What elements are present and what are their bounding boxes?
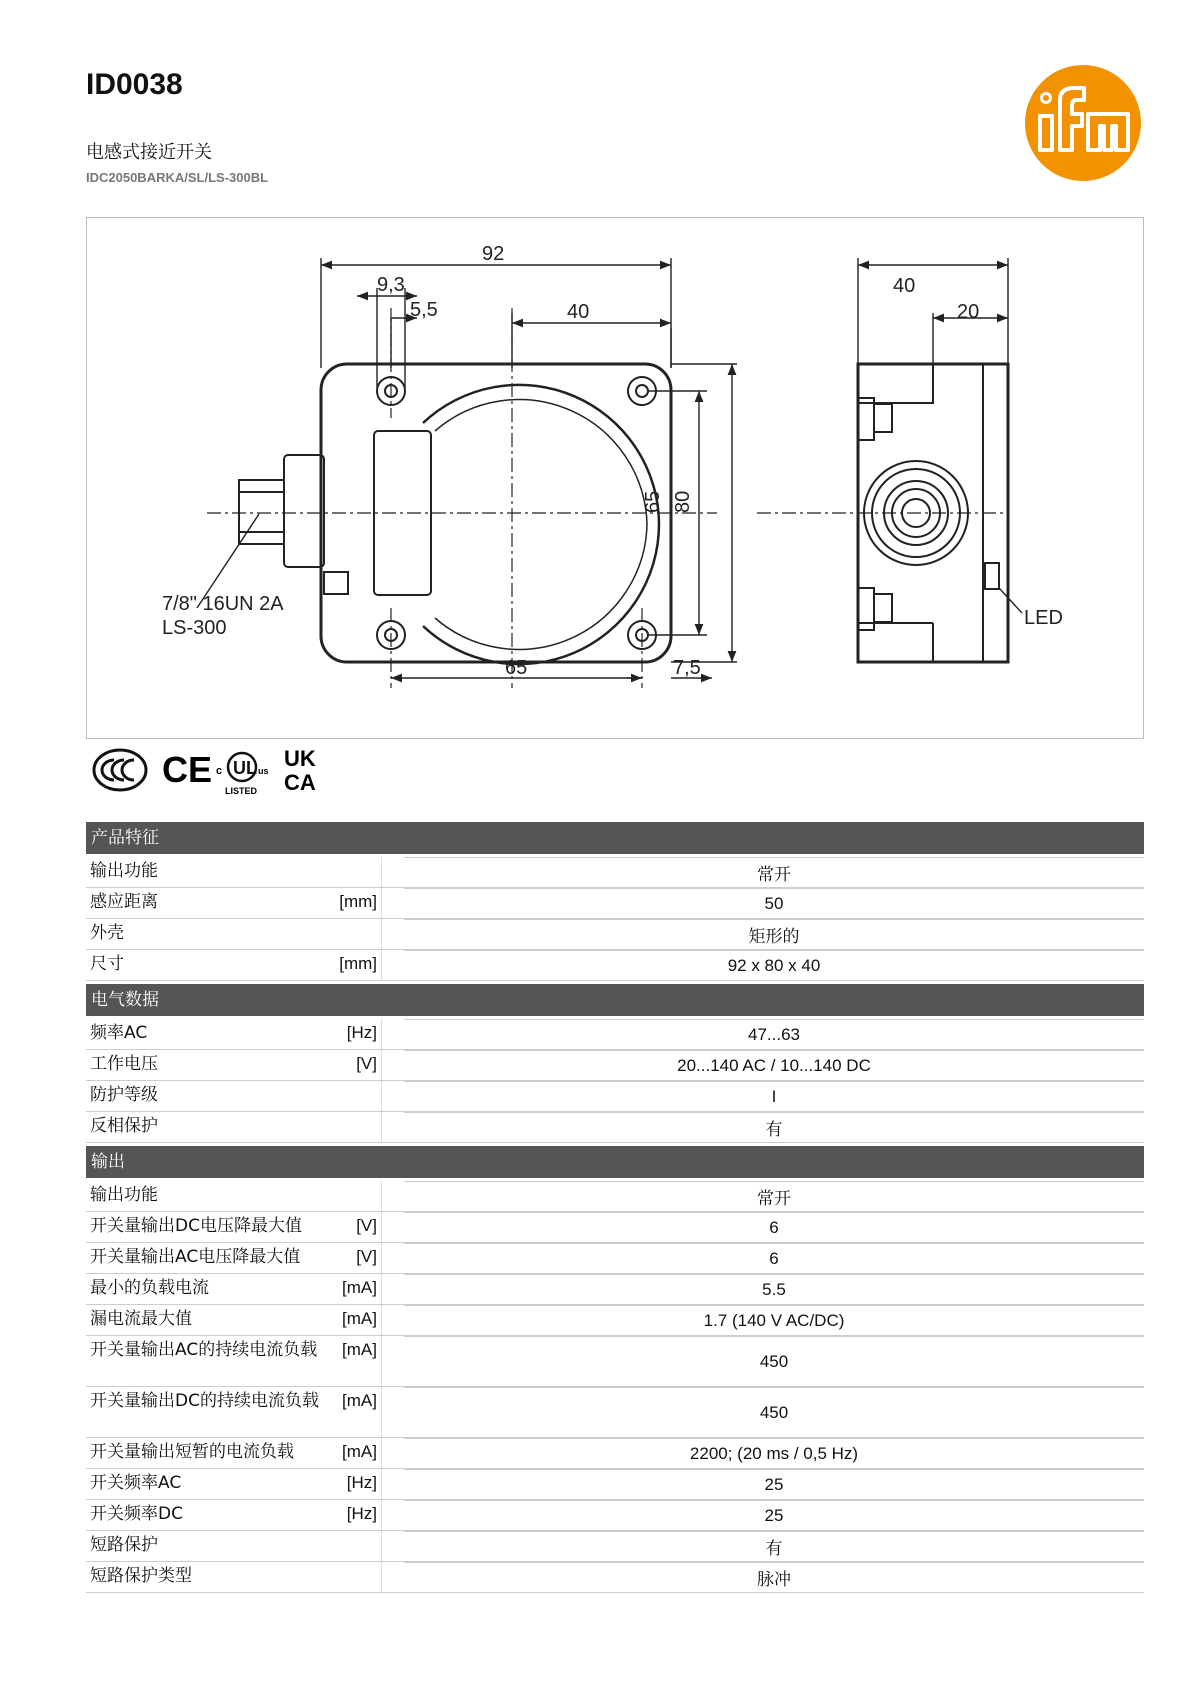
spec-label: 开关量输出DC的持续电流负载 [90, 1391, 319, 1411]
spec-row [86, 1305, 1144, 1336]
spec-unit: [mA] [342, 1340, 377, 1359]
spec-row [86, 919, 1144, 950]
spec-unit: [Hz] [346, 1473, 377, 1492]
dim-40-front: 40 [567, 301, 590, 323]
spec-unit: [V] [356, 1216, 377, 1235]
svg-text:UL: UL [233, 758, 257, 778]
page-title: ID0038 [86, 68, 183, 101]
spec-label: 短路保护类型 [90, 1566, 192, 1586]
spec-value: 有 [404, 1112, 1144, 1142]
spec-row [86, 1112, 1144, 1143]
product-code: IDC2050BARKA/SL/LS-300BL [86, 170, 269, 185]
spec-unit: [Hz] [346, 1504, 377, 1523]
spec-label: 工作电压 [90, 1054, 158, 1074]
spec-label: 开关量输出AC的持续电流负载 [90, 1340, 318, 1360]
spec-value: 5.5 [404, 1274, 1144, 1304]
ul-mark [216, 753, 269, 796]
spec-unit: [mm] [339, 954, 377, 973]
spec-label: 防护等级 [90, 1085, 158, 1105]
spec-value: 25 [404, 1500, 1144, 1530]
dim-65-horizontal: 65 [505, 657, 528, 679]
dim-80: 80 [672, 490, 694, 513]
spec-value: 有 [404, 1531, 1144, 1561]
ccc-mark [94, 750, 146, 790]
spec-label: 外壳 [90, 923, 124, 943]
spec-unit: [mm] [339, 892, 377, 911]
spec-unit: [mA] [342, 1278, 377, 1297]
spec-row [86, 1274, 1144, 1305]
spec-row [86, 1562, 1144, 1593]
spec-unit: [mA] [342, 1391, 377, 1410]
spec-value: 20...140 AC / 10...140 DC [404, 1050, 1144, 1080]
spec-label: 短路保护 [90, 1535, 158, 1555]
spec-row [86, 888, 1144, 919]
product-type: 电感式接近开关 [86, 142, 212, 163]
spec-value: 常开 [404, 857, 1144, 887]
spec-unit: [V] [356, 1247, 377, 1266]
spec-label: 尺寸 [90, 954, 124, 974]
spec-row [86, 1531, 1144, 1562]
dim-7-5: 7,5 [673, 657, 701, 679]
spec-label: 最小的负载电流 [90, 1278, 209, 1298]
spec-row [86, 857, 1144, 888]
spec-unit: [mA] [342, 1309, 377, 1328]
spec-value: 1.7 (140 V AC/DC) [404, 1305, 1144, 1335]
svg-text:c: c [216, 765, 223, 777]
spec-label: 输出功能 [90, 1185, 158, 1205]
ukca-mark-bottom: CA [284, 770, 316, 795]
spec-label: 输出功能 [90, 861, 158, 881]
ifm-logo [1024, 64, 1142, 182]
spec-value: 92 x 80 x 40 [404, 950, 1144, 980]
spec-row [86, 1081, 1144, 1112]
spec-label: 开关量输出短暂的电流负载 [90, 1442, 294, 1462]
spec-row [86, 1050, 1144, 1081]
spec-value: 450 [404, 1387, 1144, 1437]
thread-spec: 7/8" 16UN 2A [162, 593, 284, 615]
spec-row [86, 1336, 1144, 1387]
spec-value: 2200; (20 ms / 0,5 Hz) [404, 1438, 1144, 1468]
thread-code: LS-300 [162, 617, 227, 639]
section-header: 产品特征 [86, 822, 1144, 854]
spec-row [86, 1019, 1144, 1050]
spec-row [86, 1438, 1144, 1469]
spec-table [86, 822, 1144, 1596]
spec-value: I [404, 1081, 1144, 1111]
spec-label: 频率AC [90, 1023, 148, 1043]
svg-text:LISTED: LISTED [225, 786, 258, 796]
section-header: 电气数据 [86, 984, 1144, 1016]
spec-value: 矩形的 [404, 919, 1144, 949]
spec-row [86, 1500, 1144, 1531]
spec-value: 25 [404, 1469, 1144, 1499]
spec-label: 漏电流最大值 [90, 1309, 192, 1329]
svg-text:us: us [258, 766, 269, 776]
spec-unit: [V] [356, 1054, 377, 1073]
spec-row [86, 950, 1144, 981]
spec-row [86, 1387, 1144, 1438]
spec-value: 450 [404, 1336, 1144, 1386]
dim-5-5: 5,5 [410, 299, 438, 321]
spec-label: 开关量输出DC电压降最大值 [90, 1216, 302, 1236]
dimension-drawing [86, 217, 1144, 739]
dim-40-side: 40 [893, 275, 916, 297]
spec-label: 开关频率AC [90, 1473, 182, 1493]
ukca-mark-top: UK [284, 746, 316, 771]
dim-9-3: 9,3 [377, 274, 405, 296]
spec-row [86, 1212, 1144, 1243]
certification-marks [92, 742, 332, 798]
spec-unit: [mA] [342, 1442, 377, 1461]
spec-value: 47...63 [404, 1019, 1144, 1049]
spec-label: 开关频率DC [90, 1504, 183, 1524]
section-header: 输出 [86, 1146, 1144, 1178]
spec-value: 6 [404, 1243, 1144, 1273]
spec-row [86, 1469, 1144, 1500]
spec-unit: [Hz] [346, 1023, 377, 1042]
spec-label: 反相保护 [90, 1116, 158, 1136]
ce-mark: CE [162, 749, 213, 790]
spec-row [86, 1243, 1144, 1274]
led-label: LED [1024, 607, 1063, 629]
spec-row [86, 1181, 1144, 1212]
dim-92: 92 [482, 243, 505, 265]
dim-20: 20 [957, 301, 980, 323]
spec-value: 6 [404, 1212, 1144, 1242]
spec-label: 感应距离 [90, 892, 158, 912]
spec-label: 开关量输出AC电压降最大值 [90, 1247, 301, 1267]
spec-value: 50 [404, 888, 1144, 918]
dim-65-vertical: 65 [642, 490, 664, 513]
spec-value: 常开 [404, 1181, 1144, 1211]
spec-value: 脉冲 [404, 1562, 1144, 1592]
